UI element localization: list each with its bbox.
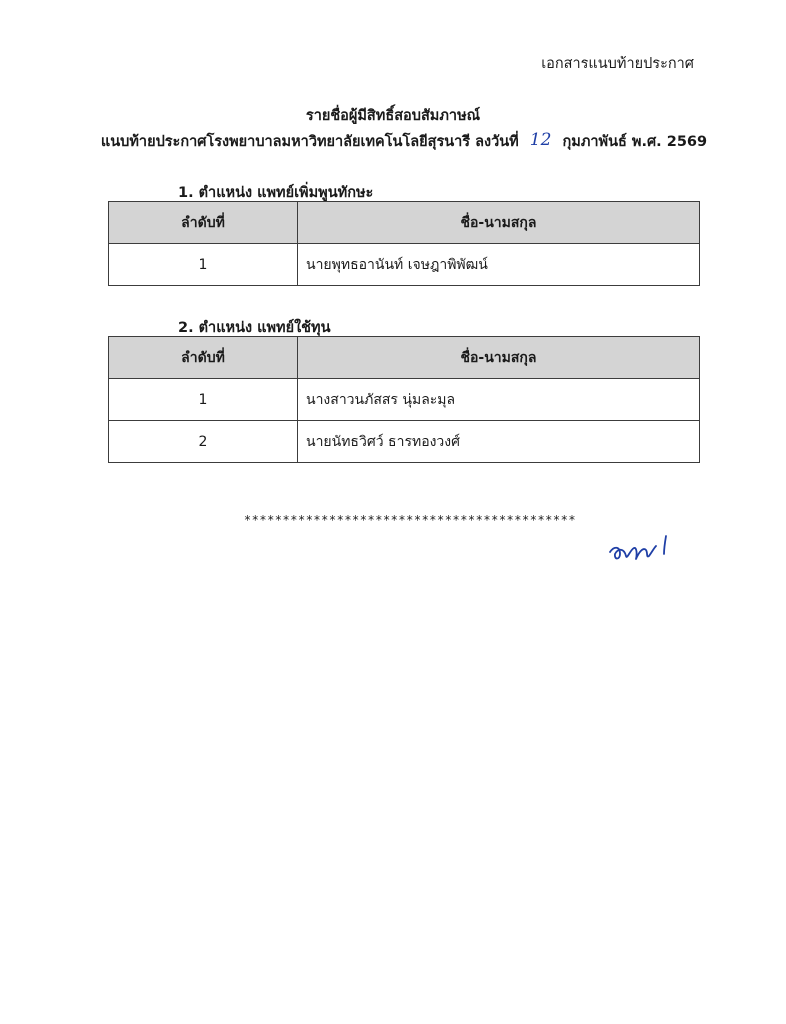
row-order: 1 bbox=[109, 379, 298, 421]
column-header-name: ชื่อ-นามสกุล bbox=[298, 202, 700, 244]
subtitle-date: กุมภาพันธ์ พ.ศ. 2569 bbox=[562, 134, 708, 150]
table-row bbox=[109, 421, 700, 463]
document-subtitle bbox=[0, 130, 786, 153]
column-header-name: ชื่อ-นามสกุล bbox=[298, 337, 700, 379]
table-row bbox=[109, 244, 700, 286]
table-header-row bbox=[109, 337, 700, 379]
column-header-order: ลำดับที่ bbox=[109, 202, 298, 244]
document-title: รายชื่อผู้มีสิทธิ์สอบสัมภาษณ์ bbox=[305, 108, 481, 124]
table-header-row bbox=[109, 202, 700, 244]
section-heading-2: 2. ตำแหน่ง แพทย์ใช้ทุน bbox=[178, 320, 331, 336]
row-name: นางสาวนภัสสร นุ่มละมุล bbox=[298, 379, 700, 421]
attachment-label: เอกสารแนบท้ายประกาศ bbox=[541, 56, 694, 72]
candidate-table-1 bbox=[108, 201, 700, 286]
asterisk-separator: ******************************************* bbox=[243, 513, 577, 527]
table-row bbox=[109, 379, 700, 421]
handwritten-initials bbox=[606, 528, 676, 572]
candidate-table-2 bbox=[108, 336, 700, 463]
column-header-order: ลำดับที่ bbox=[109, 337, 298, 379]
row-order: 1 bbox=[109, 244, 298, 286]
subtitle-prefix: แนบท้ายประกาศโรงพยาบาลมหาวิทยาลัยเทคโนโลยีสุรนารี ลงวันที่ bbox=[100, 134, 519, 150]
handwritten-day: 12 bbox=[529, 130, 552, 150]
row-order: 2 bbox=[109, 421, 298, 463]
row-name: นายพุทธอานันท์ เจษฎาพิพัฒน์ bbox=[298, 244, 700, 286]
section-heading-1: 1. ตำแหน่ง แพทย์เพิ่มพูนทักษะ bbox=[178, 185, 374, 201]
row-name: นายนัทธวิศว์ ธารทองวงศ์ bbox=[298, 421, 700, 463]
